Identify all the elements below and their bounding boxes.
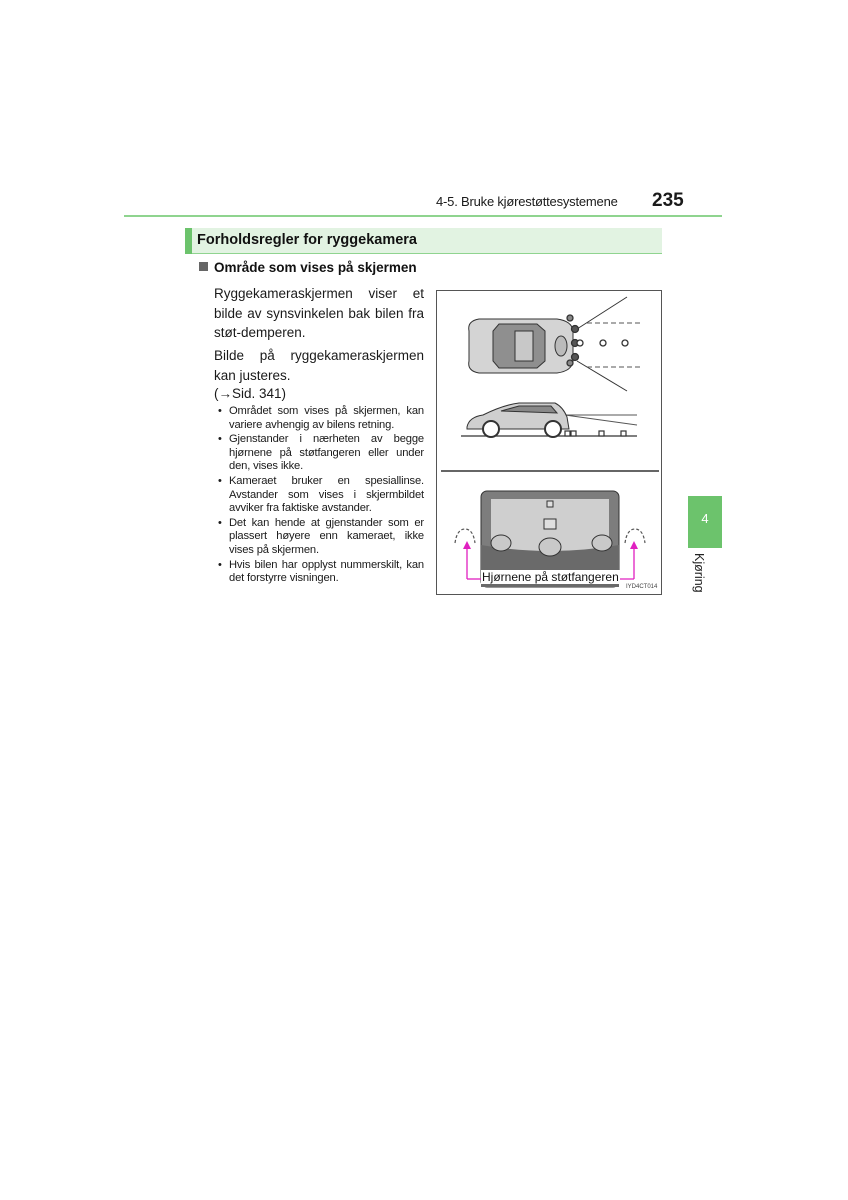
bullet-list — [216, 405, 424, 587]
figure-code: IYD4CT014 — [626, 584, 658, 590]
section-heading — [185, 228, 662, 254]
page-number: 235 — [652, 190, 684, 211]
chapter-tab — [688, 496, 722, 548]
paragraph-1: Ryggekameraskjermen viser et bilde av synsvinkelen bak bilen fra støt-demperen. — [214, 286, 424, 340]
chapter-label: Kjøring — [692, 553, 706, 593]
heading-accent-bar — [185, 228, 192, 254]
car-top-view — [469, 319, 573, 373]
car-side-view — [467, 403, 569, 437]
bullet-dot-icon: • — [218, 405, 222, 417]
chapter-number: 4 — [701, 511, 709, 526]
camera-diagram-svg — [437, 291, 662, 595]
list-item: • Hvis bilen har opplyst nummerskilt, kan det forstyrre visningen. — [218, 558, 424, 585]
bullet-dot-icon: • — [218, 558, 222, 571]
section-title: Forholdsregler for ryggekamera — [197, 232, 417, 248]
list-item: • Kameraet bruker en spesiallinse. Avstander som vises i skjermbildet avviker fra faktiske avstander. — [218, 474, 424, 515]
list-item: • Området som vises på skjermen, kan variere avhengig av bilens retning. — [218, 405, 424, 431]
rear-camera-illustration — [436, 290, 662, 595]
list-item: • Gjenstander i nærheten av begge hjørnene på støtfangeren eller under den, vises ikke. — [218, 433, 424, 473]
bullet-dot-icon: • — [218, 516, 222, 529]
square-bullet-icon — [199, 262, 208, 271]
subheading-text: Område som vises på skjermen — [214, 260, 417, 275]
paragraph-2: Bilde på ryggekameraskjermen kan justeres. — [214, 348, 424, 383]
header-rule — [124, 215, 722, 217]
subheading — [199, 260, 417, 275]
bumper-corners-label: Hjørnene på støtfangeren — [482, 570, 619, 584]
bullet-dot-icon: • — [218, 474, 222, 487]
running-header-section: 4-5. Bruke kjørestøttesystemene — [436, 194, 618, 209]
list-item: • Det kan hende at gjenstander som er plassert høyere enn kameraet, ikke vises på skjermen. — [218, 516, 424, 556]
page-reference: (→Sid. 341) — [214, 386, 287, 401]
bullet-dot-icon: • — [218, 433, 222, 446]
